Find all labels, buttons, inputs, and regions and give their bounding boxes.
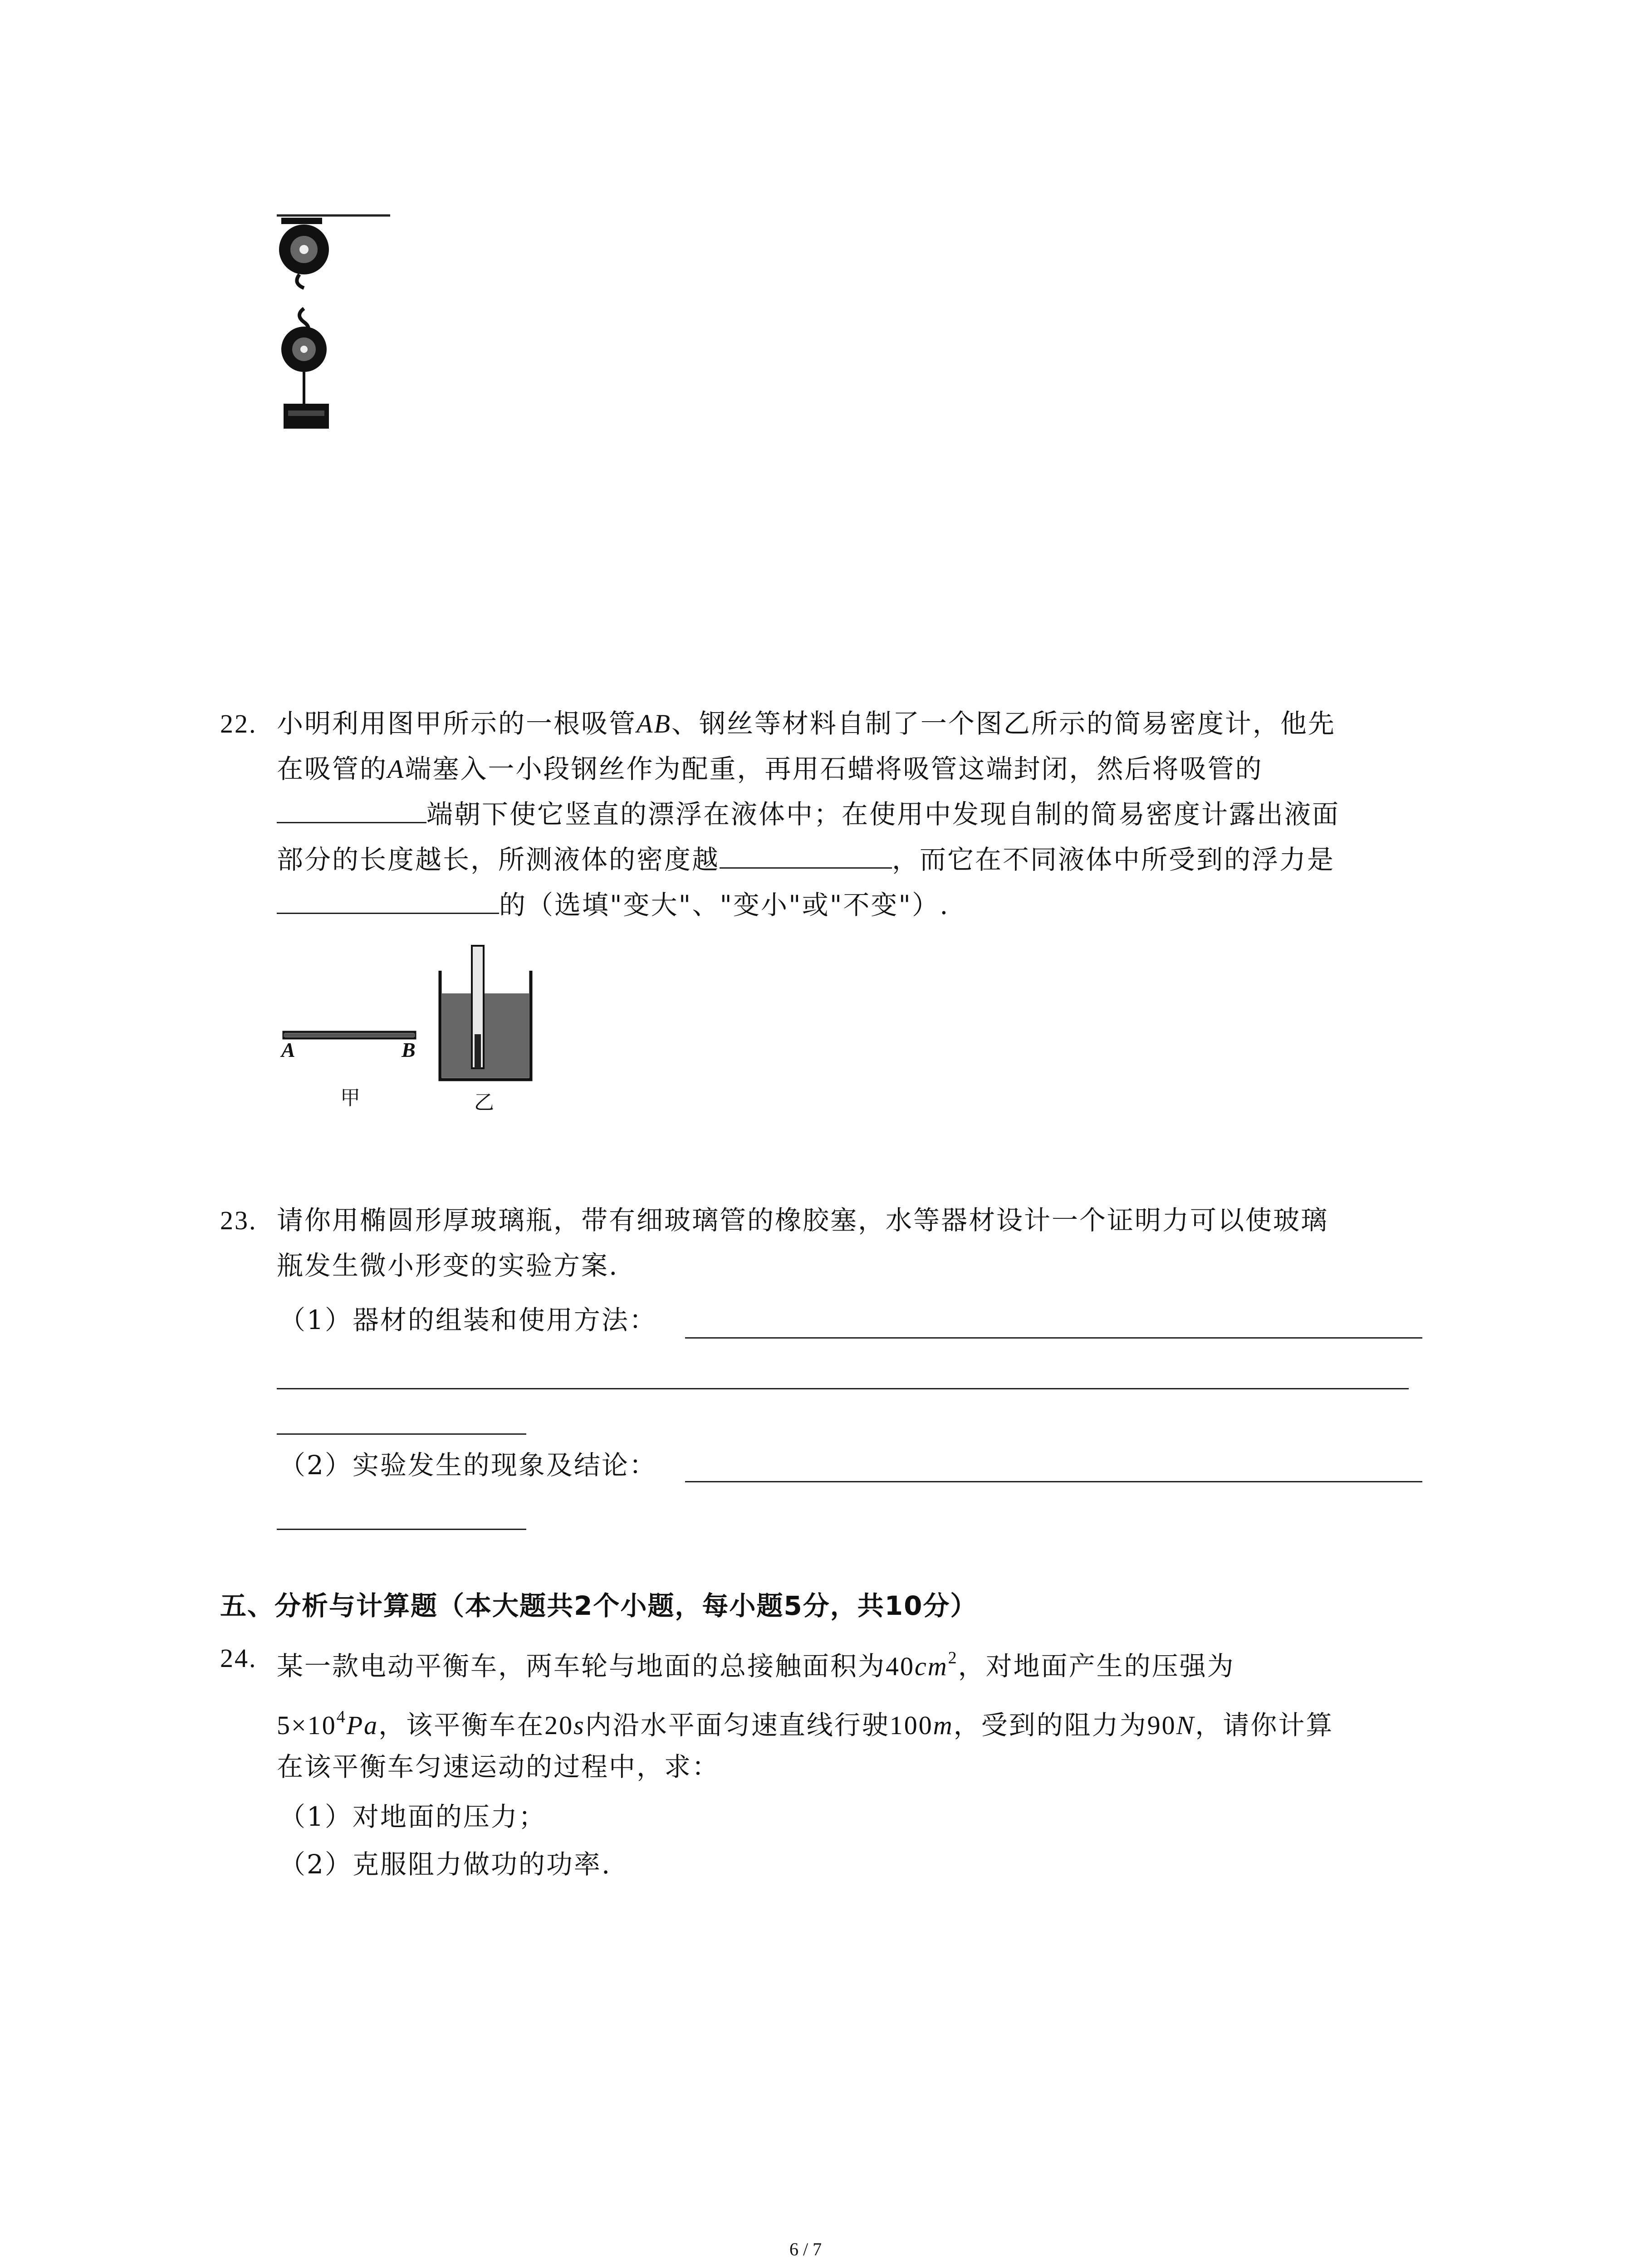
q22-line3: 端朝下使它竖直的漂浮在液体中；在使用中发现自制的简易密度计露出液面 — [277, 789, 1340, 839]
q23-answer-line-2a[interactable] — [685, 1481, 1422, 1482]
page-number: 6 / 7 — [789, 2239, 822, 2259]
q23-answer-line-1c[interactable] — [277, 1433, 526, 1435]
q23-answer-line-1a[interactable] — [685, 1337, 1422, 1339]
pulley-figure — [272, 200, 408, 454]
q23-line1: 请你用椭圆形厚玻璃瓶，带有细玻璃管的橡胶塞，水等器材设计一个证明力可以使玻璃 — [277, 1205, 1329, 1236]
label-b: B — [402, 1038, 416, 1061]
q22-answer-blank-2[interactable] — [720, 840, 892, 869]
q24-line2: $5\times 10^4Pa$，该平衡车在20s内沿水平面匀速直线行驶100m，受到的阻力为90N，请你计算 — [277, 1707, 1334, 1740]
q22-figure — [272, 943, 590, 1125]
label-a: A — [281, 1038, 295, 1061]
q22-line1: 小明利用图甲所示的一根吸管AB、钢丝等材料自制了一个图乙所示的简易密度计，他先 — [277, 708, 1336, 739]
q23-answer-line-2b[interactable] — [277, 1529, 526, 1530]
pulley-and-weight-icon — [272, 200, 408, 454]
q24-line1: 某一款电动平衡车，两车轮与地面的总接触面积为$40cm^2$，对地面产生的压强为 — [277, 1648, 1235, 1681]
q24-item2: （2）克服阻力做功的功率. — [279, 1849, 612, 1880]
q22-line5: 的（选填"变大"、"变小"或"不变"）. — [277, 880, 950, 930]
caption-yi: 乙 — [474, 1091, 494, 1114]
q24-line3: 在该平衡车匀速运动的过程中，求： — [277, 1751, 720, 1782]
q22-number: 22. — [220, 709, 257, 738]
q24-item1: （1）对地面的压力； — [279, 1801, 546, 1832]
q22-line4: 部分的长度越长，所测液体的密度越 ，而它在不同液体中所受到的浮力是 — [277, 835, 1335, 885]
q23-item2: （2）实验发生的现象及结论： — [279, 1450, 657, 1481]
caption-jia: 甲 — [340, 1086, 360, 1110]
q22-line2: 在吸管的A端塞入一小段钢丝作为配重，再用石蜡将吸管这端封闭，然后将吸管的 — [277, 753, 1263, 784]
q22-answer-blank-3[interactable] — [277, 885, 499, 914]
q24-number: 24. — [220, 1643, 257, 1673]
q23-item1: （1）器材的组装和使用方法： — [279, 1305, 657, 1335]
straw-and-beaker-icon — [272, 943, 590, 1125]
q23-answer-line-1b[interactable] — [277, 1388, 1409, 1389]
section-5-title: 五、分析与计算题（本大题共2个小题，每小题5分，共10分） — [220, 1590, 978, 1621]
q22-answer-blank-1[interactable] — [277, 795, 426, 823]
q23-line2: 瓶发生微小形变的实验方案. — [277, 1250, 619, 1281]
q23-number: 23. — [220, 1206, 257, 1235]
